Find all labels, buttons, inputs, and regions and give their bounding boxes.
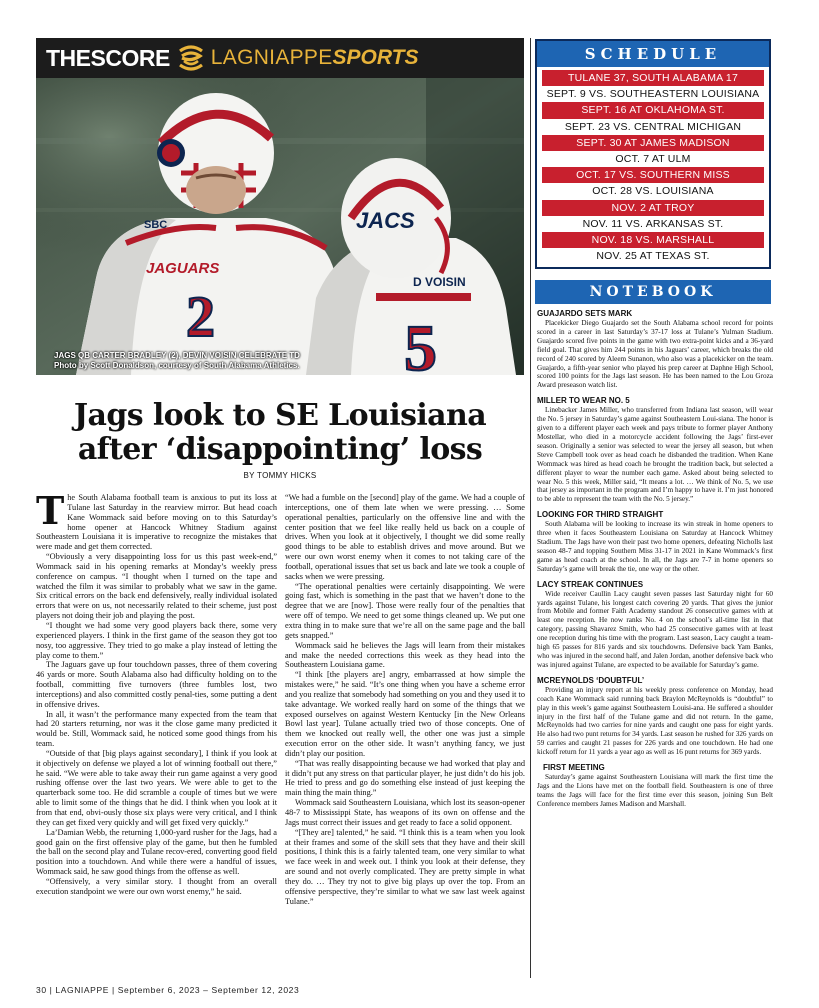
schedule-item: NOV. 11 VS. ARKANSAS ST. — [582, 217, 724, 230]
paragraph: “Offensively, a very similar story. I thought from an overall execution standpoint we were our own worst enemy,” he said. — [36, 876, 277, 896]
paragraph: Wommack said Southeastern Louisiana, which lost its season-opener 48-7 to Mississippi State, has weapons of its own on offense and the Jags must correct their issues and get ready to face a solid opponent. — [285, 798, 525, 827]
notebook-item-text: South Alabama will be looking to increase its win streak in home openers to three when it faces Southeastern Louisiana on Saturday at Hancock Whitney Stadium. The Jags have won their past two home openers, defeating Nicholls last season 48-7 and topping Southern Miss 31-17 in 2021 in Kane Wommack’s first game as head coach at the school. In all, the Jags are 7-7 in home openers so Saturday’s game will break the tie, one way or the other. — [537, 520, 773, 573]
notebook-item-text: Wide receiver Caullin Lacy caught seven passes last Saturday night for 60 yards against Tulane, his longest catch covering 20 yards. That gives the junior from Mobile and former Faith Academy standout 26 consecutive games with at least one reception. He now ranks No. 4 on the school’s all-time list in that category, passing Shavarez Smith, who had 25 consecutive games with at least one reception during his time with the program. Last season, Lacy caught a team-high 65 passes for 816 yards and six touchdowns. Defensive back Yam Banks, who was injured in the second half, and Jalen Jordan, another defensive back who was injured against Tulane, are expected to be available for Saturday’s game. — [537, 589, 773, 669]
paragraph: “That was really disappointing because we had worked that play and it didn’t put any stress on that particular player, he just didn’t do his job. He tried to press and go do something else instead of just keeping the main thing the main thing.” — [285, 758, 525, 798]
jersey-left-text: JAGUARS — [146, 260, 220, 277]
jersey-left-number: 2 — [186, 284, 215, 349]
article-column-1 — [36, 488, 277, 897]
paragraph: Wommack said he believes the Jags will learn from their mistakes and make the needed corrections this week as they head into the Southeastern Louisiana game. — [285, 640, 525, 670]
article-photo — [36, 78, 524, 375]
caption-line-2: Photo by Scott Donaldson, courtesy of South Alabama Athletics. — [54, 361, 300, 370]
schedule-item: NOV. 18 VS. MARSHALL — [542, 232, 764, 248]
column-divider — [530, 38, 531, 978]
paragraph: “I thought we had some very good players back there, some very experienced players. I think in the first game of the season they got too nosy, too aggressive. They tried to go make a play instead of letting the play come to them.” — [36, 620, 277, 660]
paragraph — [36, 488, 277, 552]
page-footer: 30 | LAGNIAPPE | September 6, 2023 – September 12, 2023 — [36, 985, 300, 995]
jersey-right-number: 5 — [404, 312, 437, 375]
banner-the: THE — [46, 44, 91, 71]
paragraph: “We had a fumble on the [second] play of the game. We had a couple of interceptions, one of them late when we were pressing. … Some operational penalties, particularly on the offensive line and with the center position that we feel like really held us back on a couple of drives. When you look at it objectively, I thought we did some really good things to be able to establish drives and move around. But we were our own worst enemy when it comes to not taking care of the football, operational issues that set us back and late we took a couple of sacks when we were pressing. — [285, 493, 525, 581]
publication-name: LAGNIAPPE — [55, 985, 109, 995]
schedule-item: SEPT. 30 AT JAMES MADISON — [542, 135, 764, 151]
schedule-item: SEPT. 23 VS. CENTRAL MICHIGAN — [564, 120, 742, 133]
section-banner — [36, 38, 524, 78]
paragraph: The Jaguars gave up four touchdown passes, three of them covering 46 yards or more. South Alabama also had difficulty holding on to the football, committing five turnovers (three fumbles lost, two interceptions) and also committed costly penal-ties, some putting a dent in offensive drives. — [36, 660, 277, 709]
notebook-item-title: GUAJARDO SETS MARK — [537, 309, 633, 318]
notebook-item-title: MCREYNOLDS ‘DOUBTFUL’ — [537, 675, 645, 685]
paragraph: In all, it wasn’t the performance many expected from the team that had 20 starters returning, nor was it the close game many predicted it would be. Still, Wommack said, he noticed some good things from his team. — [36, 709, 277, 749]
paragraph: “[They are] talented,” he said. “I think this is a team when you look at their frames and some of the skill sets that they have and their skill positions, I think this is a fairly talented team, one very similar to what we face week in and week out. I think you look at their defense, they are sound and not overly complicated. They are pretty simple in what they do. … They try not to give big plays up over the top. From an offensive perspective, they’re similar to what we saw last week against Tulane.” — [285, 827, 525, 906]
schedule-item: NOV. 25 AT TEXAS ST. — [596, 250, 710, 263]
notebook-item-text: Placekicker Diego Guajardo set the South Alabama school record for points scored in a career in last Saturday’s 37-17 loss at Tulane’s Yulman Stadium. Guajardo scored five points in the game with two extra-point kicks and a 36-yard field goal. That gives him 244 points in his Jaguars’ career, which breaks the old record of 240 scored by Aleem Sunanon, who also was a placekicker on the team. Guajardo, a fifth-year senior who played his prep career at Daphne High School, scored 100 points for the Jags last season. He has been named to the Lou Groza Award preseason watch list. — [537, 319, 773, 390]
article-headline — [36, 399, 524, 467]
article-byline: BY TOMMY HICKS — [243, 471, 317, 480]
paragraph: “I think [the players are] angry, embarrassed at how simple the mistakes were,” he said. “It’s one thing when you have a scheme error and you realize that somebody had something on you and they used it to take advantage. We worked really hard on some of the things that we exposed ourselves on against Western Kentucky [in the New Orleans Bowl last year]. Tulane actually tried two of those concepts. One of them we knocked out really well, the other one was just a simple execution error on the other side. It wasn’t anything fancy, we just didn’t play our position. — [285, 670, 525, 758]
schedule-box — [535, 39, 771, 269]
schedule-item: OCT. 17 VS. SOUTHERN MISS — [542, 167, 764, 183]
photo-caption — [54, 351, 514, 371]
players-celebration-image — [36, 78, 524, 375]
banner-score: SCORE — [90, 44, 170, 71]
notebook-section — [537, 309, 773, 809]
schedule-item: SEPT. 9 VS. SOUTHEASTERN LOUISIANA — [546, 88, 760, 101]
notebook-item-title: LACY STREAK CONTINUES — [537, 579, 644, 589]
drop-cap: T — [36, 488, 65, 533]
paragraph: “Outside of that [big plays against secondary], I think if you look at it objectively on defense we played a lot of winning football out there,” he said. “We were able to take away their run game against a very good rushing offense over the last two years. We were able to get to the quarterback some too. He did scramble a couple of times but we were able to limit some of the things that he did. I think when you look at it from that end, obvi-ously those six plays were very critical, and I think they can get fixed very quickly and will get fixed very quickly.” — [36, 748, 277, 827]
schedule-item: OCT. 28 VS. LOUISIANA — [592, 185, 714, 198]
issue-dates: September 6, 2023 – September 12, 2023 — [117, 985, 300, 995]
banner-sports: SPORTS — [332, 46, 419, 69]
notebook-item-text: Saturday’s game against Southeastern Louisiana will mark the first time the Jags and the Lions have met on the football field. Southeastern is one of three teams the Jags will face for the first time ever this season, joining Sun Belt Conference members James Madison and Marshall. — [537, 773, 773, 808]
notebook-item-text: Linebacker James Miller, who transferred from Indiana last season, will wear the No. 5 jersey in Saturday’s game against Southeastern Loui-siana. The honor is given to a different player each week and pays tribute to former player Anthony Mostellar, who died in a motorcycle accident following the Jags’ first-ever season. Originally a senior was selected to wear the jersey all season, but when Steve Campbell took over as head coach he disbanded the tradition. When Kane Wommack was hired as head coach he brought the tradition back, but selected a different player to wear the number each game. Asked about being selected to wear No. 5 this week, Miller said, “It means a lot. … We think of No. 5, we use that jersey as important in the program and I’m happy to have it. I’m just honored to be able to represent the team with the No. 5 jersey.” — [537, 406, 773, 504]
page-number: 30 — [36, 985, 47, 995]
notebook-item-title: MILLER TO WEAR NO. 5 — [537, 396, 630, 406]
jersey-right-name: D VOISIN — [413, 275, 466, 289]
schedule-item: OCT. 7 AT ULM — [615, 152, 691, 165]
notebook-item-title: LOOKING FOR THIRD STRAIGHT — [537, 510, 664, 520]
paragraph: “Obviously a very disappointing loss for us this past week-end,” Wommack said in his opening remarks at Monday’s weekly press conference on campus. “I thought when I turned on the tape and watched the film it was similar to probably what we saw in the game. Six critical errors on the back end defensively, really individual isolated errors that were on us, not necessarily related to their scheme, just post players not doing their job and playing the post. — [36, 552, 277, 621]
notebook-item-title: FIRST MEETING — [543, 763, 605, 773]
caption-line-1: JAGS QB CARTER BRADLEY (2), DEVIN VOISIN CELEBRATE TD — [54, 351, 300, 360]
paragraph-text: he South Alabama football team is anxious to put its loss at Tulane last Saturday in the rearview mirror. But head coach Kane Wommack said before moving on to this Saturday’s home opener at Hancock Whitney Stadium against Southeastern Louisiana it is imperative to recognize the mistakes that were made and get them corrected. — [36, 493, 277, 552]
helmet-left-text: SBC — [144, 219, 168, 231]
schedule-list — [537, 67, 769, 264]
schedule-heading: SCHEDULE — [537, 41, 769, 67]
paragraph: La’Damian Webb, the returning 1,000-yard rusher for the Jags, had a good gain on the first offensive play of the game, but then he fumbled the ball on the second play and Tulane recov-ered, converting good field position into a touchdown. And while there were a handful of issues, Wommack said, he saw good things from the offense as well. — [36, 827, 277, 877]
notebook-item-text: Providing an injury report at his weekly press conference on Monday, head coach Kane Wommack said running back Braylon McReynolds is “doubtful” to play in this week’s game against Southeastern Louisi-ana. He suffered a shoulder injury in the first half of the Tulane game and did not return. In the game, McReynolds had two carries for nine yards and caught one pass for eight yards. He also had two punt returns for 34 yards. Last season he rushed for 326 yards on 59 carries and caught 21 passes for 226 yards and one touchdown. He had one kickoff return for 11 yards a year ago as well as 16 punt returns for 369 yards. — [537, 685, 773, 757]
helmet-right-text: JACS — [356, 208, 415, 233]
schedule-item: SEPT. 16 AT OKLAHOMA ST. — [542, 102, 764, 118]
paragraph: “The operational penalties were certainly disappointing. We were going fast, which is something in the past that we haven’t done to the degree that we are [now]. Those were really four of the penalties that were off of tempo. We need to get some things cleaned up. We put one extra thing in to make sure that we’re all on the same page and the ball gets snapped.” — [285, 581, 525, 640]
banner-lagniappe: LAGNIAPPE — [210, 46, 333, 69]
schedule-item: TULANE 37, SOUTH ALABAMA 17 — [542, 70, 764, 86]
notebook-heading: NOTEBOOK — [535, 280, 771, 304]
schedule-item: NOV. 2 AT TROY — [542, 200, 764, 216]
article-column-2 — [285, 493, 525, 906]
headline-line-1: Jags look to SE Louisiana — [73, 398, 487, 433]
headline-line-2: after ‘disappointing’ loss — [77, 432, 483, 467]
swirl-logo-icon — [174, 41, 208, 75]
